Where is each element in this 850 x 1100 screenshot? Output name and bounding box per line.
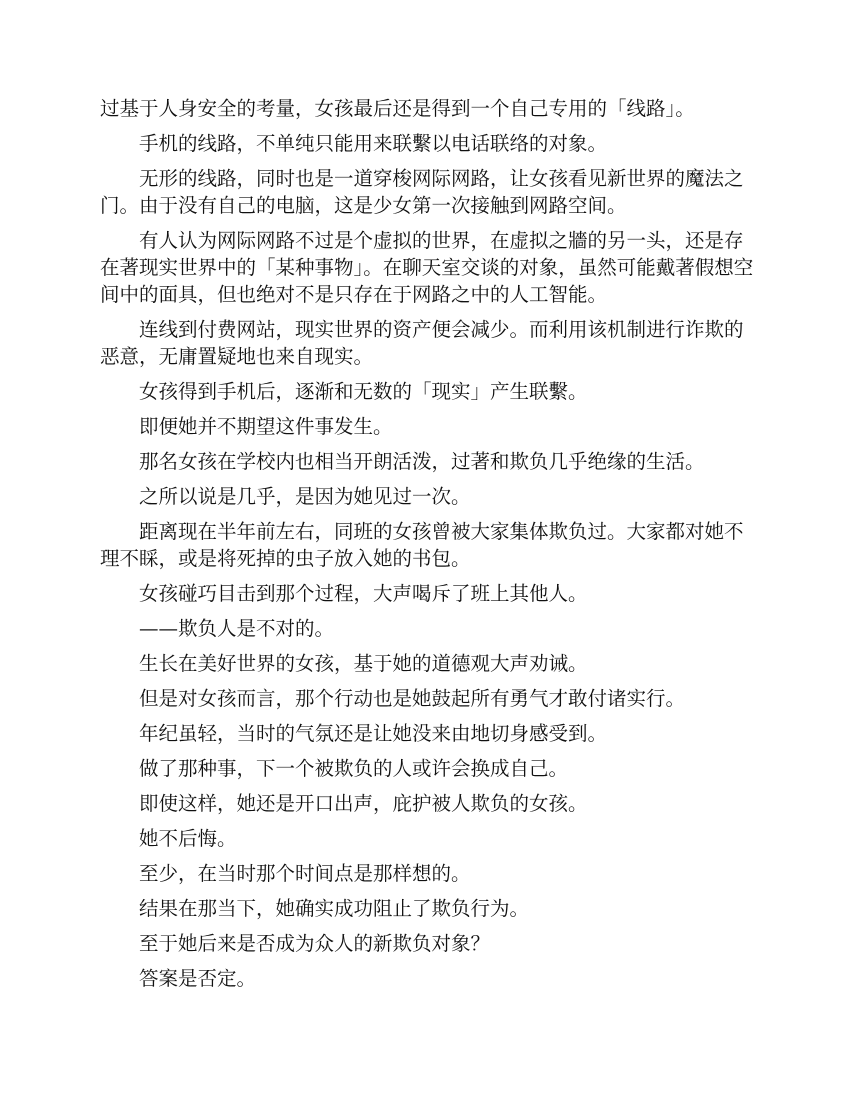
paragraph: 年纪虽轻，当时的气氛还是让她没来由地切身感受到。: [139, 722, 608, 745]
paragraph: 至少，在当时那个时间点是那样想的。: [139, 862, 471, 885]
paragraph: 答案是否定。: [139, 967, 257, 990]
paragraph: 结果在那当下，她确实成功阻止了欺负行为。: [139, 897, 530, 920]
paragraph: 连线到付费网站，现实世界的资产便会减少。而利用该机制进行诈欺的恶意，无庸置疑地也来自现实。: [100, 318, 744, 368]
paragraph: 手机的线路，不单纯只能用来联繫以电话联络的对象。: [139, 132, 608, 155]
paragraph: 之所以说是几乎，是因为她见过一次。: [139, 485, 471, 508]
body-text: [100, 95, 760, 1000]
paragraph: 至于她后来是否成为众人的新欺负对象？: [139, 932, 491, 955]
paragraph: 无形的线路，同时也是一道穿梭网际网路，让女孩看见新世界的魔法之门。由于没有自己的电脑，这是少女第一次接触到网路空间。: [100, 167, 744, 217]
paragraph: 即使这样，她还是开口出声，庇护被人欺负的女孩。: [139, 792, 588, 815]
paragraph: 女孩碰巧目击到那个过程，大声喝斥了班上其他人。: [139, 582, 588, 605]
paragraph: 即便她并不期望这件事发生。: [139, 415, 393, 438]
paragraph: ——欺负人是不对的。: [139, 617, 335, 640]
paragraph: 但是对女孩而言，那个行动也是她鼓起所有勇气才敢付诸实行。: [139, 687, 686, 710]
paragraph: 她不后悔。: [139, 827, 237, 850]
paragraph: 那名女孩在学校内也相当开朗活泼，过著和欺负几乎绝缘的生活。: [139, 450, 705, 473]
paragraph: 生长在美好世界的女孩，基于她的道德观大声劝诫。: [139, 652, 588, 675]
paragraph: 过基于人身安全的考量，女孩最后还是得到一个自己专用的「线路」。: [100, 97, 695, 120]
paragraph: 做了那种事，下一个被欺负的人或许会换成自己。: [139, 757, 569, 780]
paragraph: 有人认为网际网路不过是个虚拟的世界，在虚拟之牆的另一头，还是存在著现实世界中的「某种事物」。在聊天室交谈的对象，虽然可能戴著假想空间中的面具，但也绝对不是只存在于网路之中的人工智能。: [100, 229, 754, 306]
paragraph: 距离现在半年前左右，同班的女孩曾被大家集体欺负过。大家都对她不理不睬，或是将死掉的虫子放入她的书包。: [100, 520, 744, 570]
paragraph: 女孩得到手机后，逐渐和无数的「现实」产生联繫。: [139, 380, 588, 403]
